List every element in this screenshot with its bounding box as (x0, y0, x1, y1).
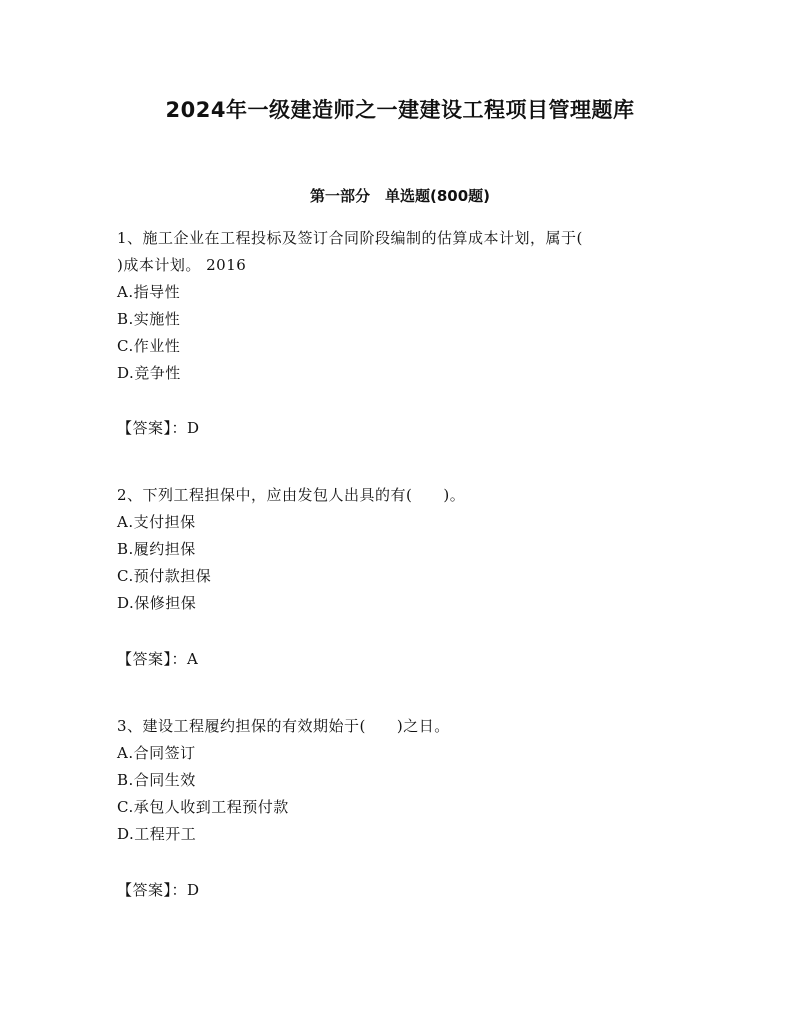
question-2-answer: 【答案】：A (117, 650, 199, 668)
question-1-stem-line-2: )成本计划。 2016 (117, 256, 247, 274)
question-1-option-b: B.实施性 (117, 310, 181, 328)
document-title: 2024年一级建造师之一建建设工程项目管理题库 (165, 98, 635, 122)
question-3-option-a: A.合同签订 (117, 744, 196, 762)
question-1-option-a: A.指导性 (117, 283, 181, 301)
question-2-stem: 2、下列工程担保中，应由发包人出具的有( )。 (117, 486, 466, 504)
section-heading: 第一部分 单选题(800题) (309, 187, 491, 205)
question-3-stem: 3、建设工程履约担保的有效期始于( )之日。 (117, 717, 450, 735)
question-3-answer: 【答案】：D (117, 881, 200, 899)
question-3-option-d: D.工程开工 (117, 825, 197, 843)
question-1-option-d: D.竞争性 (117, 364, 181, 382)
question-3-option-c: C.承包人收到工程预付款 (117, 798, 289, 816)
question-2-option-c: C.预付款担保 (117, 567, 212, 585)
question-1-stem-line-1: 1、施工企业在工程投标及签订合同阶段编制的估算成本计划，属于( (117, 229, 583, 247)
question-1-answer: 【答案】：D (117, 419, 200, 437)
question-2-option-d: D.保修担保 (117, 594, 197, 612)
question-1-option-c: C.作业性 (117, 337, 181, 355)
question-2-option-b: B.履约担保 (117, 540, 196, 558)
question-3-option-b: B.合同生效 (117, 771, 196, 789)
question-2-option-a: A.支付担保 (117, 513, 196, 531)
